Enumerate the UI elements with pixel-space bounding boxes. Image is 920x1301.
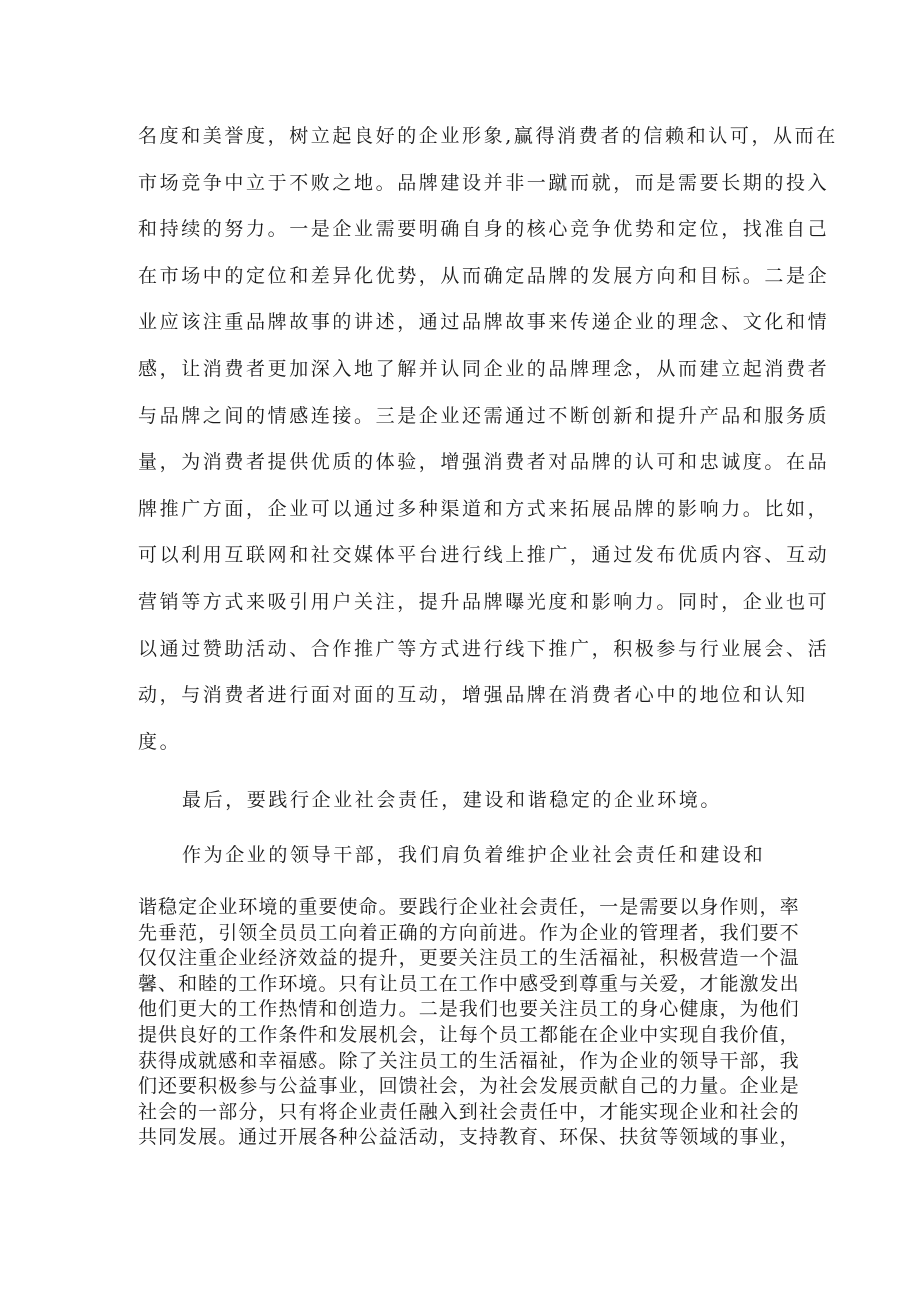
text-line: 度。 [138,730,182,753]
text-line: 牌推广方面，企业可以通过多种渠道和方式来拓展品牌的影响力。比如， [138,497,830,520]
brand-building-paragraph [138,113,838,765]
text-line: 馨、和睦的工作环境。只有让员工在工作中感受到尊重与关爱，才能激发出 [138,972,800,995]
text-line: 动，与消费者进行面对面的互动，增强品牌在消费者心中的地位和认知 [138,684,808,707]
text-line: 他们更大的工作热情和创造力。二是我们也要关注员工的身心健康，为他们 [138,998,800,1021]
text-line: 营销等方式来吸引用户关注，提升品牌曝光度和影响力。同时，企业也可 [138,590,830,613]
text-line: 与品牌之间的情感连接。三是企业还需通过不断创新和提升产品和服务质 [138,404,830,427]
text-line: 市场竞争中立于不败之地。品牌建设并非一蹴而就，而是需要长期的投入 [138,171,830,194]
text-line: 业应该注重品牌故事的讲述，通过品牌故事来传递企业的理念、文化和情 [138,311,830,334]
text-line: 和持续的努力。一是企业需要明确自身的核心竞争优势和定位，找准自己 [138,218,830,241]
text-line: 们还要积极参与公益事业，回馈社会，为社会发展贡献自己的力量。企业是 [138,1075,800,1098]
section-heading: 最后，要践行企业社会责任，建设和谐稳定的企业环境。 [182,789,723,811]
text-line: 感，让消费者更加深入地了解并认同企业的品牌理念，从而建立起消费者 [138,357,830,380]
text-line: 以通过赞助活动、合作推广等方式进行线下推广，积极参与行业展会、活 [138,637,830,660]
indented-first-line: 作为企业的领导干部，我们肩负着维护企业社会责任和建设和 [182,844,766,866]
text-line: 社会的一部分，只有将企业责任融入到社会责任中，才能实现企业和社会的 [138,1100,800,1123]
text-line: 提供良好的工作条件和发展机会，让每个员工都能在企业中实现自我价值， [138,1023,800,1046]
text-line: 在市场中的定位和差异化优势，从而确定品牌的发展方向和目标。二是企 [138,264,830,287]
text-line: 谐稳定企业环境的重要使命。要践行企业社会责任，一是需要以身作则，率 [138,896,800,918]
text-line: 名度和美誉度，树立起良好的企业形象,赢得消费者的信赖和认可，从而在 [138,125,838,147]
social-responsibility-paragraph [138,895,818,1151]
text-line: 获得成就感和幸福感。除了关注员工的生活福祉，作为企业的领导干部，我 [138,1049,800,1072]
text-line: 可以利用互联网和社交媒体平台进行线上推广，通过发布优质内容、互动 [138,544,830,567]
text-line: 量，为消费者提供优质的体验，增强消费者对品牌的认可和忠诚度。在品 [138,451,830,474]
text-line: 先垂范，引领全员员工向着正确的方向前进。作为企业的管理者，我们要不 [138,921,800,944]
text-line: 仅仅注重企业经济效益的提升，更要关注员工的生活福祉，积极营造一个温 [138,947,800,970]
text-line: 共同发展。通过开展各种公益活动，支持教育、环保、扶贫等领域的事业， [138,1126,800,1149]
